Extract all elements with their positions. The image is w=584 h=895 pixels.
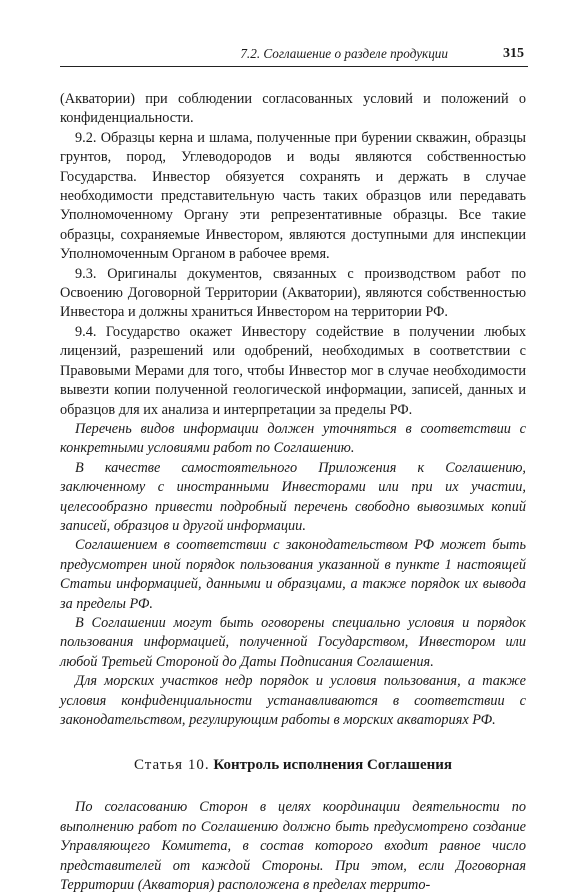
paragraph-continuation: (Акватории) при соблюдении согласованных условий и положений о конфиденциальности.	[60, 91, 526, 127]
article-label: Статья 10.	[133, 757, 210, 774]
comment-paragraph: Перечень видов информации должен уточняться в соответствии с конкретными условиями работ по Соглашению.	[60, 420, 526, 457]
article-paragraph: По согласованию Сторон в целях координации деятельности по выполнению работ по Соглашению должно быть предусмотрено создание Управляющего Комитета, в состав которого входит равное число представителей от каждой Стороны. При этом, если Договорная Территории (Акватория) расположена в пределах террито-	[60, 799, 526, 894]
comment-paragraph: В Соглашении могут быть оговорены специально условия и порядок пользования информацией, полученной Государством, Инвестором или любой Третьей Стороной до Даты Подписания Соглашения.	[60, 614, 526, 670]
paragraph-9-4: 9.4. Государство окажет Инвестору содействие в получении любых лицензий, разрешений или одобрений, необходимых в соответствии с Правовыми Мерами для того, чтобы Инвестор мог в случае необходимости вывезти копии полученной геологической информации, записей, данных и образцов для их анализа и интерпретации за пределы РФ.	[60, 323, 526, 418]
running-head	[60, 42, 528, 67]
paragraph-9-2: 9.2. Образцы керна и шлама, полученные при бурении скважин, образцы грунтов, пород, Углеводородов и воды являются собственностью Государства. Инвестор обязуется сохранять и держать в случае необходимости представительную часть таких образцов или передавать Уполномоченному Органу эти репрезентативные образцы. Все такие образцы, сохраняемые Инвестором, являются доступными для инспекции Уполномоченным Органом в рабочее время.	[60, 129, 526, 263]
page-number: 315	[503, 46, 524, 61]
running-head-title: 7.2. Соглашение о разделе продукции	[240, 46, 448, 61]
page-body	[60, 90, 526, 895]
comment-paragraph: Соглашением в соответствии с законодательством РФ может быть предусмотрен иной порядок пользования указанной в пункте 1 настоящей Статьи информацией, данными и образцами, а также порядок их вывода за пределы РФ.	[60, 537, 526, 612]
comment-paragraph: Для морских участков недр порядок и условия пользования, а также условия конфиденциальности устанавливаются в соответствии с законодательством, регулирующим работы в морских акваториях РФ.	[60, 673, 526, 728]
paragraph-9-3: 9.3. Оригиналы документов, связанных с производством работ по Освоению Договорной Территории (Акватории), являются собственностью Инвестора и должны храниться Инвестором на территории РФ.	[60, 265, 526, 321]
article-title: Контроль исполнения Соглашения	[213, 757, 453, 774]
comment-paragraph: В качестве самостоятельного Приложения к Соглашению, заключенному с иностранными Инвесторами или при их участии, целесообразно привести подробный перечень свободно вывозимых копий записей, образцов и другой информации.	[60, 459, 526, 534]
article-heading	[60, 755, 526, 775]
